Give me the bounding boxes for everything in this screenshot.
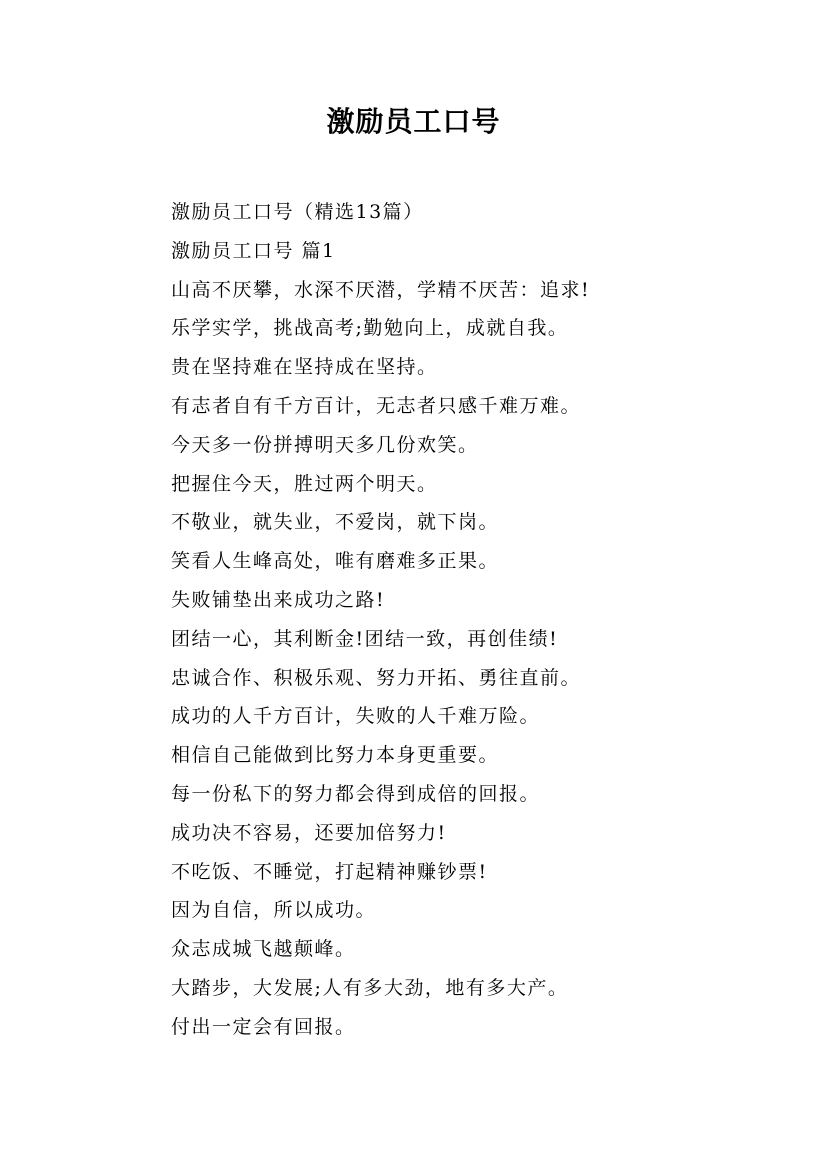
slogan-line: 不吃饭、不睡觉，打起精神赚钞票! — [171, 860, 488, 883]
slogan-line: 相信自己能做到比努力本身更重要。 — [171, 744, 500, 767]
slogan-line: 成功的人千方百计，失败的人千难万险。 — [171, 705, 541, 728]
slogan-line: 失败铺垫出来成功之路! — [171, 588, 386, 611]
slogan-line: 成功决不容易，还要加倍努力! — [171, 821, 447, 844]
slogan-line: 因为自信，所以成功。 — [171, 899, 377, 922]
slogan-line: 有志者自有千方百计，无志者只感千难万难。 — [171, 394, 582, 417]
slogan-line: 贵在坚持难在坚持成在坚持。 — [171, 356, 438, 379]
slogan-line: 今天多一份拼搏明天多几份欢笑。 — [171, 433, 479, 456]
slogan-line: 把握住今天，胜过两个明天。 — [171, 472, 438, 495]
slogan-list — [171, 193, 771, 1047]
subtitle-line: 激励员工口号（精选13篇） — [171, 201, 424, 223]
slogan-line: 众志成城飞越颠峰。 — [171, 938, 356, 961]
document-title: 激励员工口号 — [326, 105, 501, 138]
slogan-line: 笑看人生峰高处，唯有磨难多正果。 — [171, 550, 500, 573]
slogan-line: 每一份私下的努力都会得到成倍的回报。 — [171, 782, 541, 805]
slogan-line: 团结一心，其利断金!团结一致，再创佳绩! — [171, 627, 559, 650]
slogan-line: 山高不厌攀，水深不厌潜，学精不厌苦：追求! — [171, 278, 591, 301]
slogan-line: 不敬业，就失业，不爱岗，就下岗。 — [171, 511, 500, 534]
slogan-line: 付出一定会有回报。 — [171, 1015, 356, 1038]
slogan-line: 忠诚合作、积极乐观、努力开拓、勇往直前。 — [171, 666, 582, 689]
slogan-line: 乐学实学，挑战高考;勤勉向上，成就自我。 — [171, 317, 569, 340]
slogan-line: 大踏步，大发展;人有多大劲，地有多大产。 — [171, 976, 569, 999]
section-heading: 激励员工口号 篇1 — [171, 239, 336, 262]
